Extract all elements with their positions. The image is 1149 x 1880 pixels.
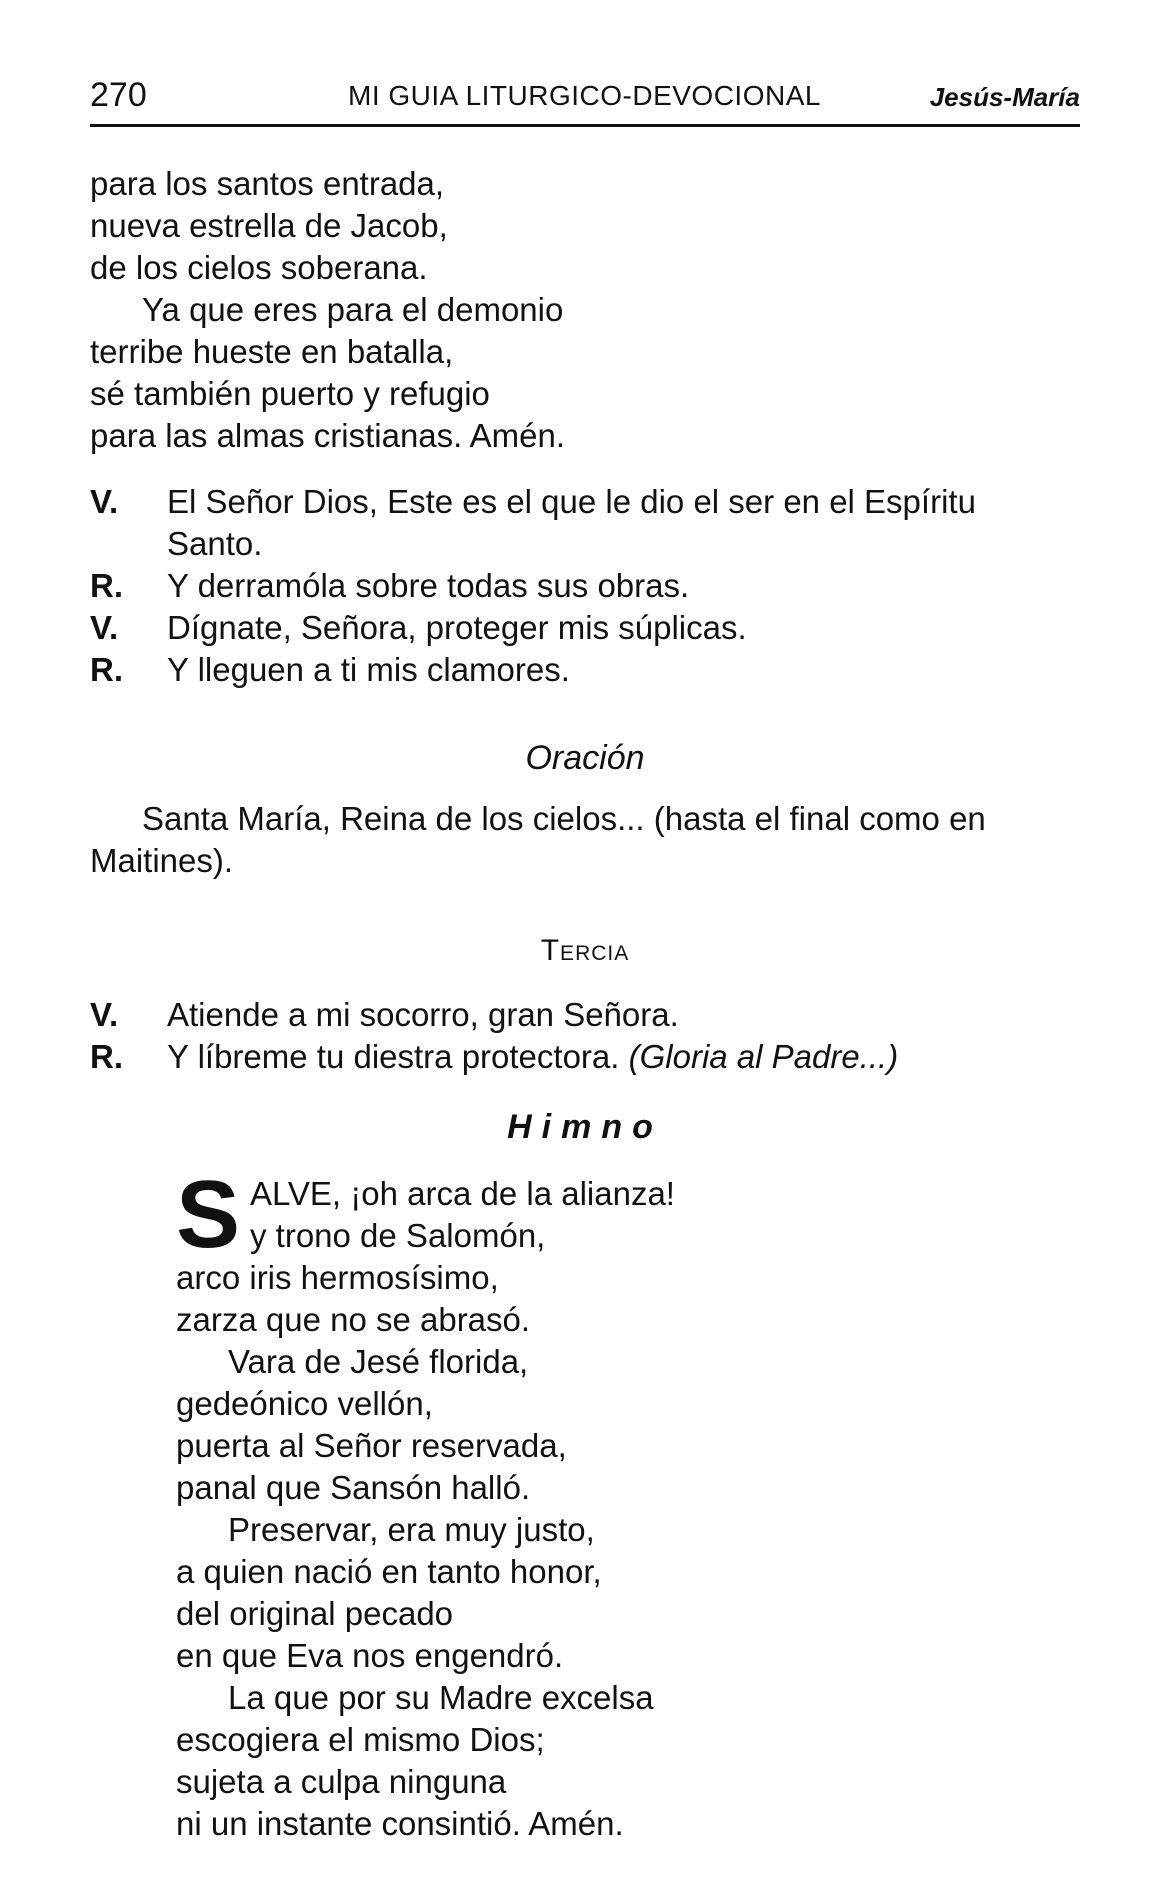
opening-rest: ¡oh arca de la alianza! [341, 1175, 675, 1212]
verse-line: Ya que eres para el demonio [142, 291, 564, 328]
tercia-heading: Tercia [540, 934, 630, 967]
versicle-symbol: V. [90, 609, 119, 646]
verse-line: sé también puerto y refugio [90, 375, 490, 412]
verse-line: terribe hueste en batalla, [90, 333, 454, 370]
responsory-text [167, 1036, 1080, 1078]
verse-line: Vara de Jesé florida, [228, 1343, 529, 1380]
verse-line [250, 1173, 1080, 1215]
running-header [90, 60, 1080, 127]
verse-line: para las almas cristianas. Amén. [90, 417, 566, 454]
book-page [90, 60, 1080, 1845]
versicle-symbol: V. [90, 996, 119, 1033]
versicle-symbol: V. [90, 483, 119, 520]
response-symbol: R. [90, 1038, 123, 1075]
response-symbol: R. [90, 567, 123, 604]
responsory-item [90, 565, 1080, 607]
responsory-text: Y derramóla sobre todas sus obras. [167, 567, 690, 604]
responsory [90, 481, 1080, 691]
drop-cap: S [176, 1161, 241, 1268]
hymn-opening [176, 1161, 1080, 1268]
verse-line: puerta al Señor reservada, [176, 1427, 567, 1464]
oracion-text: Santa María, Reina de los cielos... (hasta el final como en Maitines). [90, 800, 986, 879]
verse-line: de los cielos soberana. [90, 249, 428, 286]
verse-line: gedeónico vellón, [176, 1385, 433, 1422]
responsory-text: Atiende a mi socorro, gran Señora. [167, 996, 679, 1033]
himno-heading: Himno [507, 1108, 663, 1146]
response-plain-text: Y líbreme tu diestra protectora. [167, 1038, 620, 1075]
gloria-rubric: (Gloria al Padre...) [628, 1038, 899, 1075]
verse-line: zarza que no se abrasó. [176, 1301, 531, 1338]
verse-line: en que Eva nos engendró. [176, 1637, 564, 1674]
verse-line: La que por su Madre excelsa [228, 1679, 654, 1716]
verse-line: del original pecado [176, 1595, 454, 1632]
responsory-item [90, 649, 1080, 691]
verse-line: arco iris hermosísimo, [176, 1259, 499, 1296]
tercia-responsory [90, 994, 1080, 1078]
verse-line: nueva estrella de Jacob, [90, 207, 448, 244]
verse-line: panal que Sansón halló. [176, 1469, 531, 1506]
page-number: 270 [90, 76, 147, 114]
responsory-text: Y lleguen a ti mis clamores. [167, 651, 570, 688]
verse-line: para los santos entrada, [90, 165, 445, 202]
verse-line: ni un instante consintió. Amén. [176, 1805, 624, 1842]
verse-line: Preservar, era muy justo, [228, 1511, 595, 1548]
response-symbol: R. [90, 651, 123, 688]
running-right-label: Jesús-María [929, 82, 1080, 112]
responsory-item [90, 994, 1080, 1036]
responsory-item [90, 481, 1080, 565]
responsory-text: El Señor Dios, Este es el que le dio el ser en el Espíritu Santo. [167, 483, 976, 562]
opening-verse [90, 163, 1080, 457]
opening-smallcaps: ALVE, [250, 1175, 342, 1212]
oracion-heading: Oración [525, 739, 645, 777]
verse-line: escogiera el mismo Dios; [176, 1721, 545, 1758]
responsory-item [90, 1036, 1080, 1078]
responsory-item [90, 607, 1080, 649]
verse-line: a quien nació en tanto honor, [176, 1553, 602, 1590]
responsory-text: Dígnate, Señora, proteger mis súplicas. [167, 609, 747, 646]
hymn [176, 1161, 1080, 1845]
verse-line: sujeta a culpa ninguna [176, 1763, 507, 1800]
verse-line: y trono de Salomón, [250, 1217, 546, 1254]
running-title: MI GUIA LITURGICO-DEVOCIONAL [348, 80, 821, 111]
